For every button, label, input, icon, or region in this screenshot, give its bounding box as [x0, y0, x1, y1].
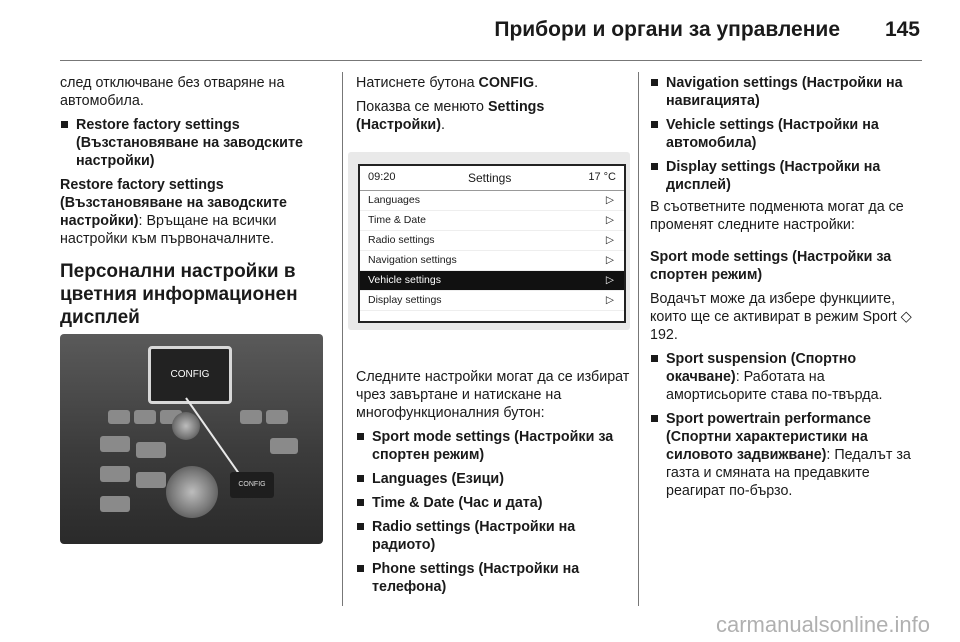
- bullet-icon: [651, 121, 658, 128]
- page-number: 145: [884, 18, 920, 41]
- arrow-right-icon: ▷: [605, 214, 614, 226]
- sport-text: [650, 290, 922, 344]
- list-item: [356, 494, 632, 512]
- list-item: [650, 158, 922, 194]
- list-item: [650, 410, 922, 500]
- sport-heading: Sport mode settings (Настройки за спортен режим): [650, 249, 892, 283]
- instruction-2-menu: Settings (Настройки): [356, 99, 545, 133]
- watermark: carmanualsonline.info: [715, 612, 930, 637]
- list-item: [650, 116, 922, 152]
- page-title: Прибори и органи за управление: [494, 18, 840, 41]
- submenu-text: В съответните подменюта могат да се променят следните настройки:: [650, 199, 904, 233]
- bullet-text: Phone settings (Настройки на телефона): [372, 561, 580, 595]
- menu-item-radio-settings[interactable]: [360, 231, 624, 251]
- instruction-1-end: .: [534, 75, 539, 91]
- arrow-right-icon: ▷: [605, 234, 614, 246]
- settings-screen: [358, 164, 626, 323]
- bullet-icon: [651, 163, 658, 170]
- bullet-icon: [651, 79, 658, 86]
- bullet-text: Sport mode settings (Настройки за спортен режим): [372, 429, 614, 463]
- instruction-2-end: .: [440, 117, 445, 133]
- list-item: [356, 560, 632, 596]
- instruction-2-text: Показва се менюто: [356, 99, 488, 115]
- bullet-text: Restore factory settings (Възстановяване на заводските настройки): [76, 117, 303, 169]
- screen-time: 09:20: [368, 171, 396, 183]
- restore-description: [60, 176, 332, 248]
- menu-item-label: Navigation settings: [368, 254, 457, 266]
- column-2: [356, 74, 632, 140]
- menu-item-label: Languages: [368, 194, 420, 206]
- arrow-right-icon: ▷: [605, 294, 614, 306]
- list-item: [356, 428, 632, 464]
- menu-item-vehicle-settings[interactable]: [360, 271, 624, 291]
- column-divider-2: [638, 72, 639, 606]
- page-header: [0, 0, 960, 60]
- bullet-icon: [357, 523, 364, 530]
- column-1: [60, 74, 332, 329]
- reference-icon: ◇: [900, 309, 912, 325]
- bullet-icon: [651, 415, 658, 422]
- intro-text: след отключване без отваряне на автомобила.: [60, 75, 285, 109]
- config-button-callout: CONFIG: [148, 346, 232, 404]
- restore-term: Restore factory settings (Възстановяване на заводските настройки): [60, 177, 287, 229]
- sport-page-ref: 192.: [650, 327, 678, 343]
- screen-title: Settings: [468, 171, 512, 185]
- bullet-text: Vehicle settings (Настройки на автомобила): [666, 117, 879, 151]
- powertrain-text: : Педалът за газта и смяната на предавките реагират по-бързо.: [666, 447, 911, 499]
- menu-item-label: Radio settings: [368, 234, 435, 246]
- list-item: [650, 350, 922, 404]
- bullet-icon: [61, 121, 68, 128]
- selection-text: Следните настройки могат да се избират чрез завъртане и натискане на многофункционалния бутон:: [356, 369, 630, 421]
- column-divider-1: [342, 72, 343, 606]
- console-photo: [60, 334, 323, 544]
- bullet-icon: [357, 499, 364, 506]
- list-item: [356, 470, 632, 488]
- column-3: [650, 74, 922, 506]
- arrow-right-icon: ▷: [605, 194, 614, 206]
- bullet-text: Navigation settings (Настройки на навигацията): [666, 75, 903, 109]
- screen-temperature: 17 °C: [588, 171, 616, 183]
- restore-text: : Връщане на всички настройки към първоначалните.: [60, 213, 277, 247]
- powertrain-term: Sport powertrain performance (Спортни характеристики на силовото задвижване): [666, 411, 871, 463]
- menu-item-languages[interactable]: [360, 191, 624, 211]
- suspension-term: Sport suspension (Спортно окачване): [666, 351, 857, 385]
- bullet-icon: [357, 475, 364, 482]
- bullet-text: Time & Date (Час и дата): [372, 495, 543, 511]
- sport-description: Водачът може да избере функциите, които ще се активират в режим Sport: [650, 291, 897, 325]
- suspension-text: : Работата на амортисьорите става по-твърда.: [666, 369, 883, 403]
- list-item: [60, 116, 332, 170]
- arrow-right-icon: ▷: [605, 274, 614, 286]
- menu-item-time-date[interactable]: [360, 211, 624, 231]
- bullet-icon: [357, 565, 364, 572]
- instruction-1: [356, 74, 632, 92]
- config-button: CONFIG: [230, 472, 274, 498]
- screen-topbar: [360, 166, 624, 191]
- menu-item-label: Time & Date: [368, 214, 426, 226]
- section-heading: Персонални настройки в цветния информационен дисплей: [60, 261, 298, 328]
- arrow-right-icon: ▷: [605, 254, 614, 266]
- bullet-text: Languages (Езици): [372, 471, 504, 487]
- menu-item-display-settings[interactable]: [360, 291, 624, 311]
- bullet-text: Display settings (Настройки на дисплей): [666, 159, 881, 193]
- bullet-text: Radio settings (Настройки на радиото): [372, 519, 576, 553]
- bullet-icon: [651, 355, 658, 362]
- instruction-2: [356, 98, 632, 134]
- bullet-icon: [357, 433, 364, 440]
- menu-item-label: Display settings: [368, 294, 442, 306]
- column-2-lower: [356, 368, 632, 602]
- menu-item-label: Vehicle settings: [368, 274, 441, 286]
- list-item: [356, 518, 632, 554]
- header-rule: [60, 60, 922, 61]
- menu-item-navigation-settings[interactable]: [360, 251, 624, 271]
- instruction-1-text: Натиснете бутона: [356, 75, 479, 91]
- list-item: [650, 74, 922, 110]
- instruction-1-button: CONFIG: [478, 75, 535, 91]
